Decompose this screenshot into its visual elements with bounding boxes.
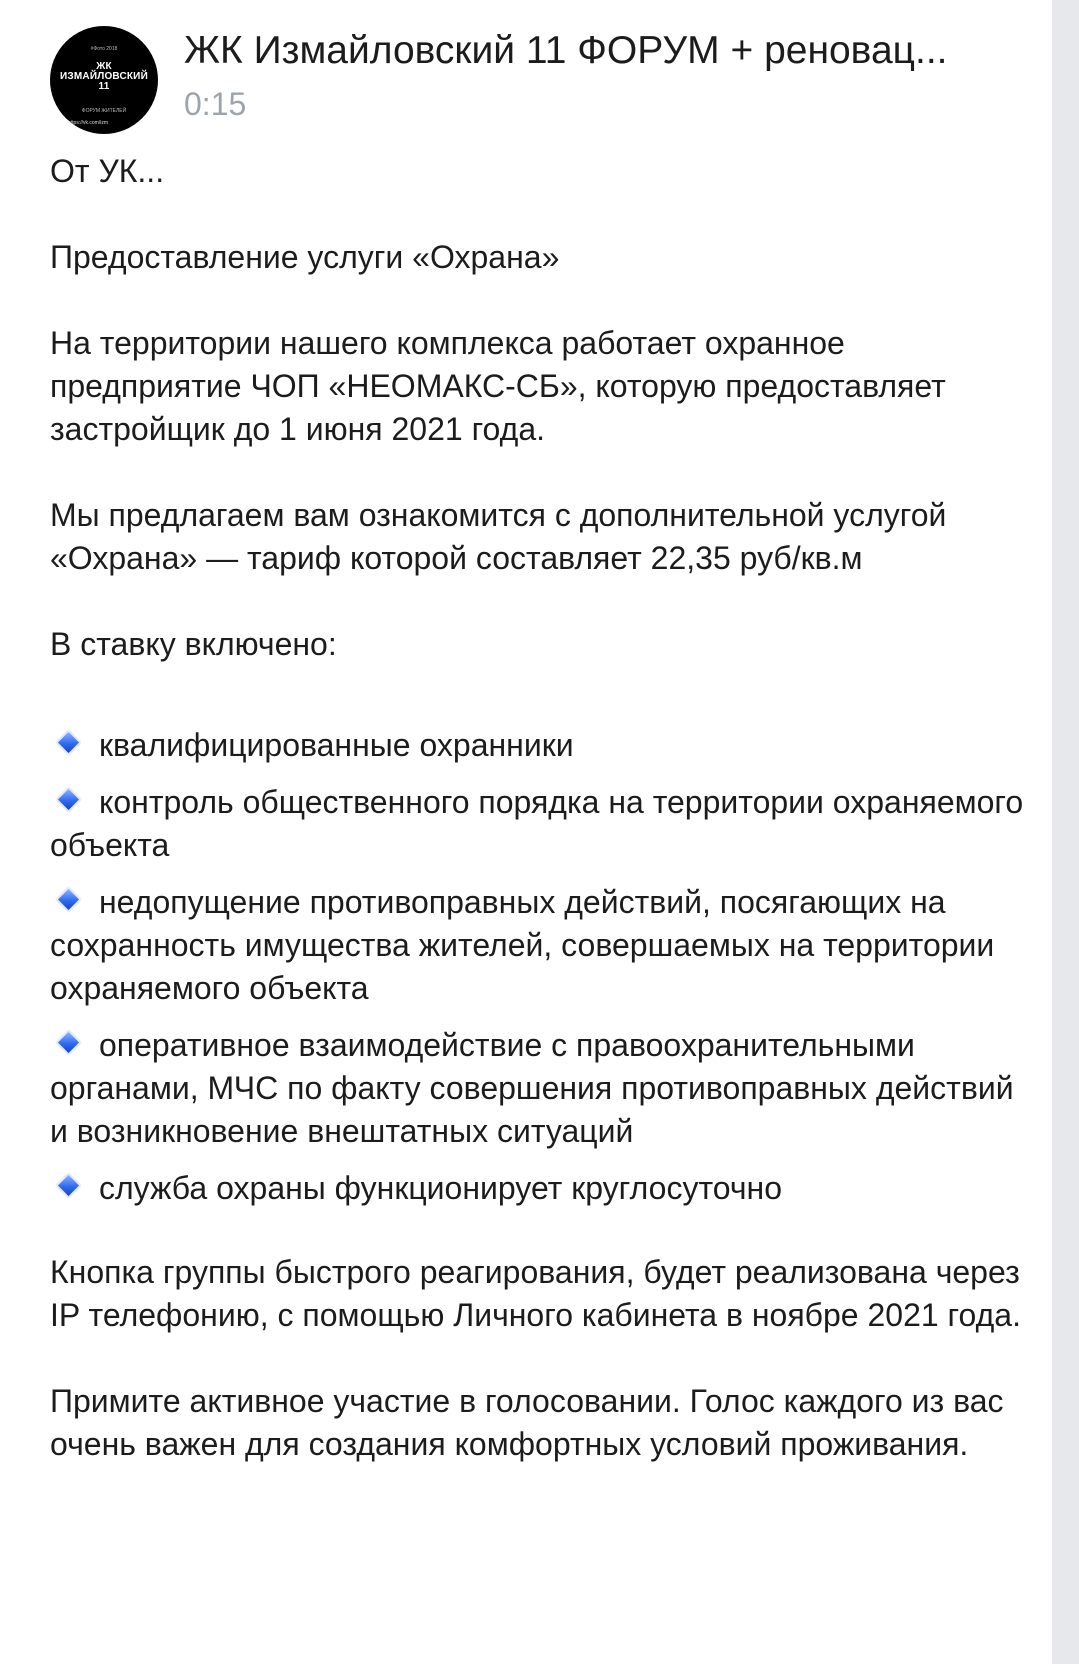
post-paragraph: Примите активное участие в голосовании. Голос каждого из вас очень важен для создания комфортных условий проживания.: [50, 1383, 1004, 1462]
list-item: [50, 781, 1035, 867]
list-item-text: служба охраны функционирует круглосуточно: [99, 1170, 782, 1206]
list-item: [50, 1167, 1035, 1210]
post-paragraph: От УК...: [50, 153, 165, 189]
avatar-title-line: 11: [98, 81, 110, 92]
post-header: [50, 24, 1032, 134]
post-paragraph: В ставку включено:: [50, 626, 337, 662]
list-item: [50, 881, 1035, 1010]
post-text: [50, 150, 1035, 1509]
list-item-text: контроль общественного порядка на территории охраняемого объекта: [50, 784, 1024, 863]
post-paragraph: Кнопка группы быстрого реагирования, будет реализована через IP телефонию, с помощью Личного кабинета в ноябре 2021 года.: [50, 1254, 1021, 1333]
list-item: [50, 724, 1035, 767]
avatar-caption-top: #Фото 2018: [90, 46, 118, 52]
list-item-text: недопущение противоправных действий, посягающих на сохранность имущества жителей, совершаемых на территории охраняемого объекта: [50, 884, 995, 1006]
bullet-list: [50, 724, 1035, 1210]
list-item: [50, 1024, 1035, 1153]
page-scrollbar[interactable]: [1052, 0, 1079, 1664]
post-time[interactable]: 0:15: [184, 86, 247, 122]
list-item-text: квалифицированные охранники: [99, 727, 574, 763]
group-avatar[interactable]: [50, 26, 158, 134]
avatar-title-line: ЖК: [96, 61, 112, 72]
small-blue-diamond-icon: [56, 1030, 80, 1054]
small-blue-diamond-icon: [56, 1173, 80, 1197]
small-blue-diamond-icon: [56, 730, 80, 754]
post-paragraph: На территории нашего комплекса работает охранное предприятие ЧОП «НЕОМАКС-СБ», которую предоставляет застройщик до 1 июня 2021 года.: [50, 325, 946, 447]
post-paragraph: Предоставление услуги «Охрана»: [50, 239, 560, 275]
post-paragraph: Мы предлагаем вам ознакомится с дополнительной услугой «Охрана» — тариф которой составляет 22,35 руб/кв.м: [50, 497, 947, 576]
list-item-text: оперативное взаимодействие с правоохранительными органами, МЧС по факту совершения противоправных действий и возникновение внештатных ситуаций: [50, 1027, 1014, 1149]
avatar-url: https://vk.com/izm: [68, 120, 109, 126]
avatar-title-line: ИЗМАЙЛОВСКИЙ: [60, 71, 148, 82]
small-blue-diamond-icon: [56, 787, 80, 811]
avatar-caption-bottom: ФОРУМ ЖИТЕЛЕЙ: [81, 108, 127, 114]
group-title[interactable]: ЖК Измайловский 11 ФОРУМ + реновац...: [184, 29, 948, 72]
avatar-title: [50, 62, 158, 92]
small-blue-diamond-icon: [56, 887, 80, 911]
